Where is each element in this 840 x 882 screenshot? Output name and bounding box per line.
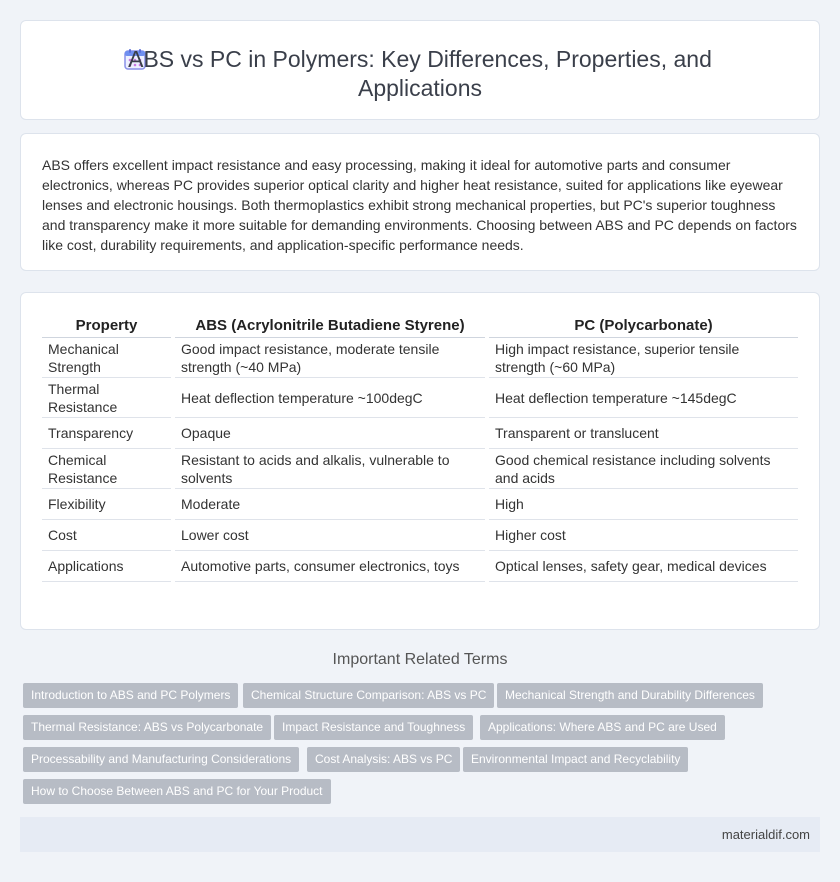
intro-card <box>20 133 820 271</box>
footer-site-link[interactable]: materialdif.com <box>721 827 810 842</box>
related-tag[interactable]: Chemical Structure Comparison: ABS vs PC <box>243 683 494 708</box>
table-cell: High <box>487 489 798 520</box>
comparison-card <box>20 292 820 630</box>
related-tag[interactable]: Processability and Manufacturing Considerations <box>23 747 299 772</box>
table-cell: Optical lenses, safety gear, medical devices <box>487 551 798 582</box>
table-row <box>42 551 798 582</box>
related-tag[interactable]: Mechanical Strength and Durability Differences <box>497 683 763 708</box>
title-card <box>20 20 820 120</box>
table-cell: Thermal Resistance <box>42 378 173 418</box>
header-abs: ABS (Acrylonitrile Butadiene Styrene) <box>173 315 487 338</box>
table-cell: Good impact resistance, moderate tensile strength (~40 MPa) <box>173 338 487 378</box>
table-cell: Higher cost <box>487 520 798 551</box>
table-cell: Cost <box>42 520 173 551</box>
related-tag[interactable]: Thermal Resistance: ABS vs Polycarbonate <box>23 715 271 740</box>
comparison-table <box>42 315 798 582</box>
related-tag[interactable]: Introduction to ABS and PC Polymers <box>23 683 238 708</box>
table-cell: Transparency <box>42 418 173 449</box>
table-cell: Opaque <box>173 418 487 449</box>
related-tag[interactable]: Impact Resistance and Toughness <box>274 715 473 740</box>
footer <box>20 817 820 852</box>
header-property: Property <box>42 315 173 338</box>
header-pc: PC (Polycarbonate) <box>487 315 798 338</box>
related-tag[interactable]: Environmental Impact and Recyclability <box>463 747 688 772</box>
table-row <box>42 449 798 489</box>
table-cell: Flexibility <box>42 489 173 520</box>
table-cell: Chemical Resistance <box>42 449 173 489</box>
related-tag[interactable]: Applications: Where ABS and PC are Used <box>480 715 725 740</box>
intro-paragraph: ABS offers excellent impact resistance and easy processing, making it ideal for automotive parts and consumer electronics, whereas PC provides superior optical clarity and higher heat resistance, suited for applications like eyewear lenses and electronic housings. Both thermoplastics exhibit strong mechanical properties, but PC's superior toughness and transparency make it more suitable for demanding environments. Choosing between ABS and PC depends on factors like cost, durability requirements, and application-specific performance needs. <box>42 157 797 253</box>
table-row <box>42 520 798 551</box>
table-cell: Heat deflection temperature ~100degC <box>173 378 487 418</box>
page-title: ABS vs PC in Polymers: Key Differences, Properties, and Applications <box>128 46 712 101</box>
table-cell: Automotive parts, consumer electronics, toys <box>173 551 487 582</box>
related-terms-title: Important Related Terms <box>332 651 508 668</box>
related-tag[interactable]: Cost Analysis: ABS vs PC <box>307 747 460 772</box>
table-cell: Resistant to acids and alkalis, vulnerable to solvents <box>173 449 487 489</box>
related-tag[interactable]: How to Choose Between ABS and PC for Your Product <box>23 779 331 804</box>
table-cell: Moderate <box>173 489 487 520</box>
table-cell: Heat deflection temperature ~145degC <box>487 378 798 418</box>
table-cell: Lower cost <box>173 520 487 551</box>
table-row <box>42 418 798 449</box>
table-row <box>42 489 798 520</box>
table-cell: Transparent or translucent <box>487 418 798 449</box>
table-row <box>42 338 798 378</box>
table-header-row <box>42 315 798 338</box>
table-cell: Applications <box>42 551 173 582</box>
table-cell: Good chemical resistance including solvents and acids <box>487 449 798 489</box>
table-cell: High impact resistance, superior tensile strength (~60 MPa) <box>487 338 798 378</box>
table-row <box>42 378 798 418</box>
table-cell: Mechanical Strength <box>42 338 173 378</box>
